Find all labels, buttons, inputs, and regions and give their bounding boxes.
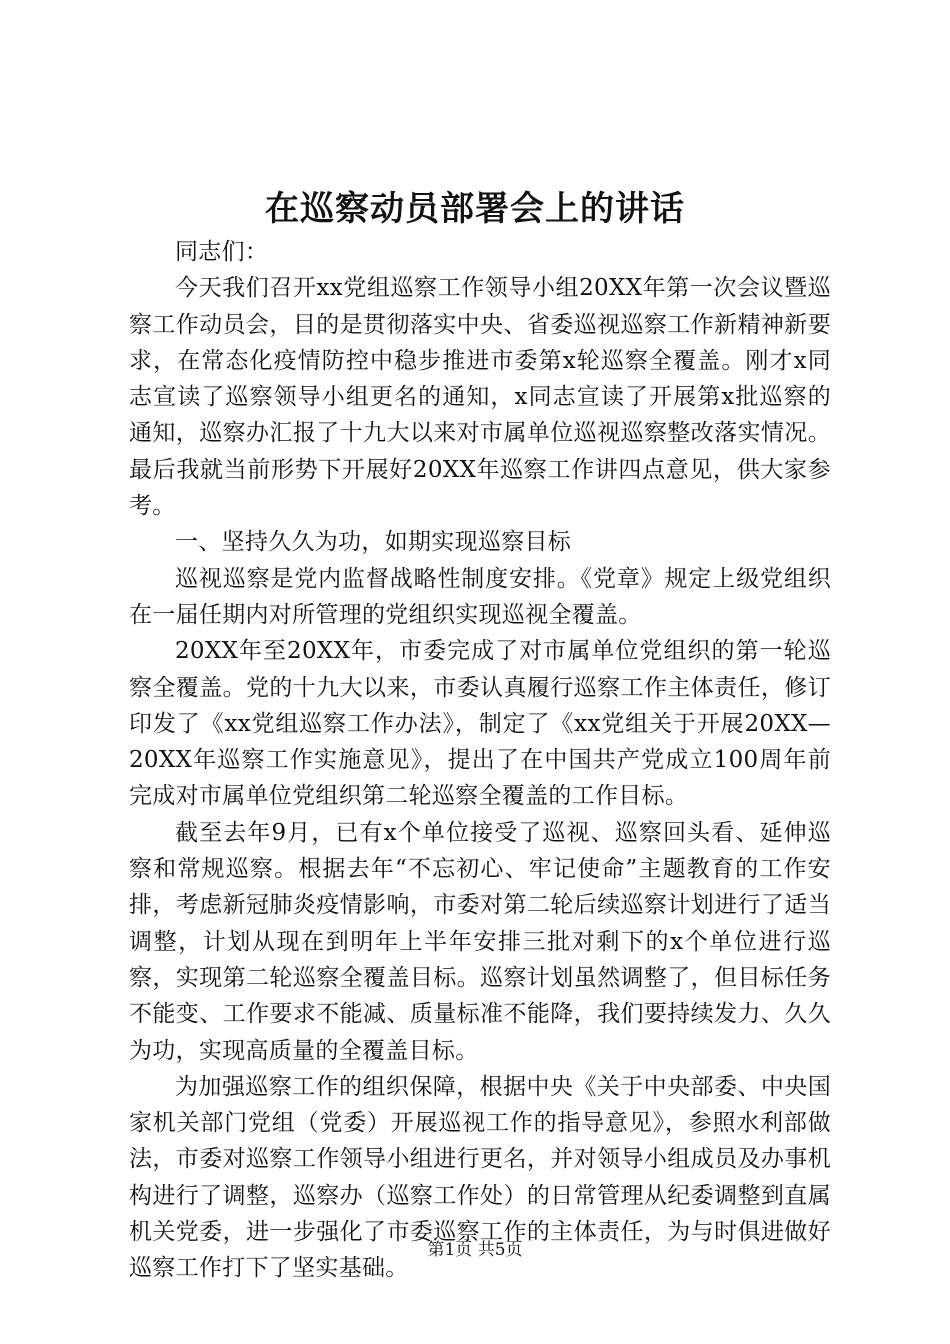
document-title: 在巡察动员部署会上的讲话 (265, 189, 685, 229)
document-body (129, 234, 831, 1287)
body-paragraph: 为加强巡察工作的组织保障，根据中央《关于中央部委、中央国家机关部门党组（党委）开展巡视工作的指导意见》，参照水利部做法，市委对巡察工作领导小组进行更名，并对领导小组成员及办事机构进行了调整，巡察办（巡察工作处）的日常管理从纪委调整到直属机关党委，进一步强化了市委巡察工作的主体责任，为与时俱进做好巡察工作打下了坚实基础。 (129, 1073, 831, 1282)
body-paragraph: 20XX年至20XX年，市委完成了对市属单位党组织的第一轮巡察全覆盖。党的十九大以来，市委认真履行巡察工作主体责任，修订印发了《xx党组巡察工作办法》，制定了《xx党组关于开展20XX—20XX年巡察工作实施意见》，提出了在中国共产党成立100周年前完成对市属单位党组织第二轮巡察全覆盖的工作目标。 (129, 638, 831, 810)
body-paragraph: 截至去年9月，已有x个单位接受了巡视、巡察回头看、延伸巡察和常规巡察。根据去年“不忘初心、牢记使命”主题教育的工作安排，考虑新冠肺炎疫情影响，市委对第二轮后续巡察计划进行了适当调整，计划从现在到明年上半年安排三批对剩下的x个单位进行巡察，实现第二轮巡察全覆盖目标。巡察计划虽然调整了，但目标任务不能变、工作要求不能减、质量标准不能降，我们要持续发力、久久为功，实现高质量的全覆盖目标。 (129, 819, 831, 1064)
salutation-paragraph: 同志们： (175, 239, 269, 265)
body-paragraph: 今天我们召开xx党组巡察工作领导小组20XX年第一次会议暨巡察工作动员会，目的是贯彻落实中央、省委巡视巡察工作新精神新要求，在常态化疫情防控中稳步推进市委第x轮巡察全覆盖。刚才x同志宣读了巡察领导小组更名的通知，x同志宣读了开展第x批巡察的通知，巡察办汇报了十九大以来对市属单位巡视巡察整改落实情况。最后我就当前形势下开展好20XX年巡察工作讲四点意见，供大家参考。 (129, 275, 831, 520)
section-heading: 一、坚持久久为功，如期实现巡察目标 (175, 529, 572, 556)
body-paragraph: 巡视巡察是党内监督战略性制度安排。《党章》规定上级党组织在一届任期内对所管理的党组织实现巡视全覆盖。 (129, 565, 831, 628)
page-footer: 第1页 共5页 (427, 1240, 523, 1260)
